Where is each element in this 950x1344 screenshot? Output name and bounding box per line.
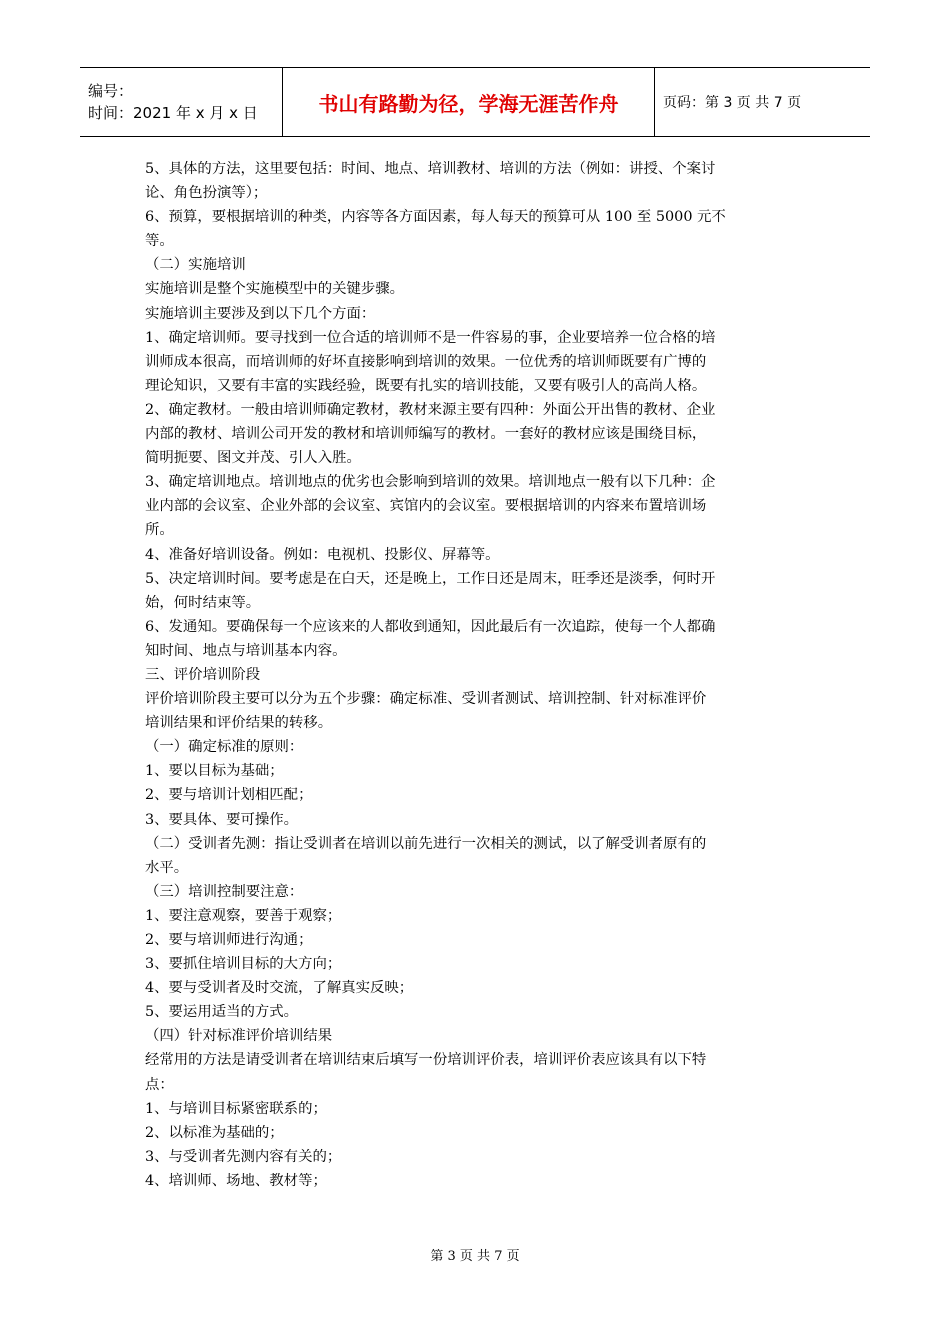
text-line: 三、评价培训阶段 xyxy=(145,666,261,683)
text-line: 论、角色扮演等）； xyxy=(145,185,268,202)
text-line: （四）针对标准评价培训结果 xyxy=(145,1028,333,1045)
text-line: 实施培训主要涉及到以下几个方面： xyxy=(145,305,376,322)
text-line: 2、要与培训师进行沟通； xyxy=(145,932,313,948)
text-line: 实施培训是整个实施模型中的关键步骤。 xyxy=(145,281,405,298)
text-line: 等。 xyxy=(145,233,174,250)
text-line: 培训结果和评价结果的转移。 xyxy=(145,715,333,732)
header-motto: 书山有路勤为径，学海无涯苦作舟 xyxy=(283,68,655,136)
document-date-label: 时间：2021 年 x 月 x 日 xyxy=(88,104,258,122)
page-footer: 第 3 页 共 7 页 xyxy=(430,1249,520,1264)
header-meta xyxy=(80,68,283,136)
text-line: 简明扼要、图文并茂、引人入胜。 xyxy=(145,450,361,467)
text-line: 2、确定教材。一般由培训师确定教材，教材来源主要有四种：外面公开出售的教材、企业 xyxy=(145,401,716,418)
text-line: （二）受训者先测：指让受训者在培训以前先进行一次相关的测试，以了解受训者原有的 xyxy=(145,835,707,852)
text-line: 训师成本很高，而培训师的好坏直接影响到培训的效果。一位优秀的培训师既要有广博的 xyxy=(145,353,707,370)
text-line: 1、与培训目标紧密联系的； xyxy=(145,1100,327,1117)
text-line: 理论知识，又要有丰富的实践经验，既要有扎实的培训技能，又要有吸引人的高尚人格。 xyxy=(145,377,707,394)
text-line: 始，何时结束等。 xyxy=(145,594,261,611)
text-line: 1、要注意观察，要善于观察； xyxy=(145,907,342,924)
text-line: 4、要与受训者及时交流，了解真实反映； xyxy=(145,980,414,997)
document-body xyxy=(145,157,813,1193)
text-line: 2、要与培训计划相匹配； xyxy=(145,787,313,804)
text-line: 4、培训师、场地、教材等； xyxy=(145,1172,327,1189)
text-line: 6、预算，要根据培训的种类，内容等各方面因素，每人每天的预算可从 100 至 5000 元不 xyxy=(145,209,726,226)
text-line: 点： xyxy=(145,1076,174,1093)
text-line: 内部的教材、培训公司开发的教材和培训师编写的教材。一套好的教材应该是围绕目标， xyxy=(145,426,707,443)
text-line: 5、具体的方法，这里要包括：时间、地点、培训教材、培训的方法（例如：讲授、个案讨 xyxy=(145,161,716,177)
text-line: 5、要运用适当的方式。 xyxy=(145,1004,299,1021)
text-line: 1、要以目标为基础； xyxy=(145,763,284,780)
document-number-label: 编号： xyxy=(88,82,134,100)
text-line: 4、准备好培训设备。例如：电视机、投影仪、屏幕等。 xyxy=(145,546,500,563)
page-header xyxy=(80,67,870,137)
text-line: 业内部的会议室、企业外部的会议室、宾馆内的会议室。要根据培训的内容来布置培训场 xyxy=(145,498,707,515)
text-line: 经常用的方法是请受训者在培训结束后填写一份培训评价表，培训评价表应该具有以下特 xyxy=(145,1052,707,1069)
text-line: 1、确定培训师。要寻找到一位合适的培训师不是一件容易的事，企业要培养一位合格的培 xyxy=(145,329,716,346)
text-line: 3、要抓住培训目标的大方向； xyxy=(145,956,342,973)
text-line: 5、决定培训时间。要考虑是在白天，还是晚上，工作日还是周末，旺季还是淡季，何时开 xyxy=(145,570,716,587)
header-page-label: 页码：第 3 页 共 7 页 xyxy=(663,95,802,111)
text-line: 所。 xyxy=(145,522,174,539)
text-line: （三）培训控制要注意： xyxy=(145,883,304,900)
text-line: 水平。 xyxy=(145,859,189,876)
text-line: 评价培训阶段主要可以分为五个步骤：确定标准、受训者测试、培训控制、针对标准评价 xyxy=(145,691,707,708)
text-line: 6、发通知。要确保每一个应该来的人都收到通知，因此最后有一次追踪，使每一个人都确 xyxy=(145,618,716,635)
text-line: 3、确定培训地点。培训地点的优劣也会影响到培训的效果。培训地点一般有以下几种：企 xyxy=(145,474,716,491)
text-line: 2、以标准为基础的； xyxy=(145,1124,284,1141)
text-line: 3、与受训者先测内容有关的； xyxy=(145,1148,342,1165)
text-line: （一）确定标准的原则： xyxy=(145,739,304,756)
text-line: 3、要具体、要可操作。 xyxy=(145,811,299,828)
text-line: （二）实施培训 xyxy=(145,257,246,274)
text-line: 知时间、地点与培训基本内容。 xyxy=(145,642,347,659)
